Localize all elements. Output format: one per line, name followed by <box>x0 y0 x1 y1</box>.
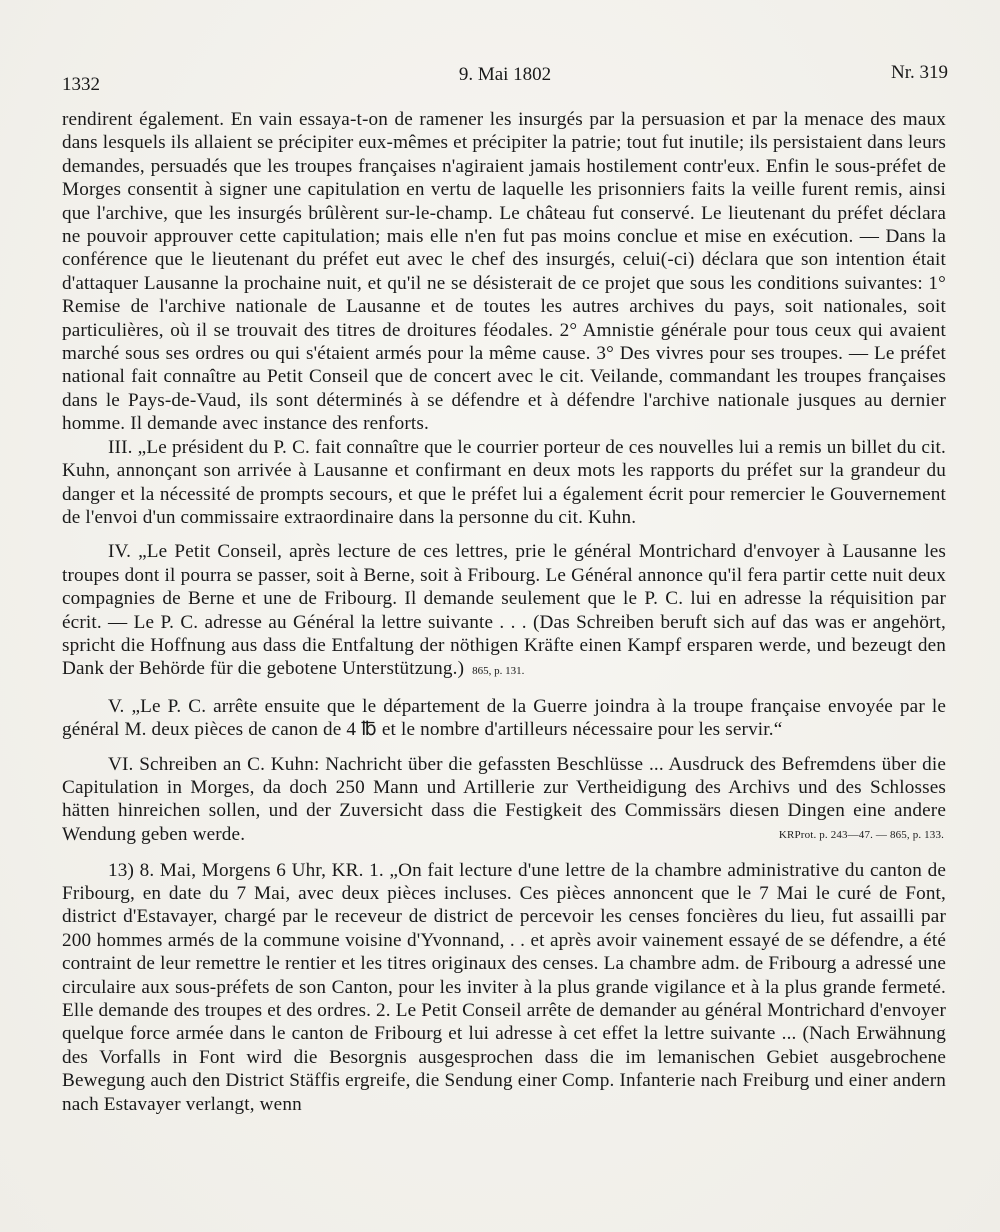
page-date: 9. Mai 1802 <box>458 64 552 85</box>
paragraph-iv-text: IV. „Le Petit Conseil, après lecture de ces lettres, prie le général Montrichard d'envoyer à Lausanne les troupes dont il pourra se passer, soit à Berne, soit à Fribourg. Le Général annonce qu'il fera partir cette nuit deux compagnies de Berne et une de Fribourg. Il demande seulement que le P. C. lui en adresse la réquisition par écrit. — Le P. C. adresse au Général la lettre suivante . . . (Das Schreiben beruft sich auf das was er angehört, spricht die Hoffnung aus dass die Entfaltung der nöthigen Kräfte einen Kampf ersparen werde, und bezeugt den Dank der Behörde für die gebotene Unterstützung.) <box>62 541 946 680</box>
paragraph-continuation: rendirent également. En vain essaya-t-on de ramener les insurgés par la persuasion et par la menace des maux dans lesquels ils allaient se précipiter eux-mêmes et précipiter la patrie; tout fut inutile; ils persistaient dans leurs demandes, persuadés que les troupes françaises n'agiraient jamais hostilement contr'eux. Enfin le sous-préfet de Morges consentit à signer une capitulation en vertu de laquelle les prisonniers faits la veille furent remis, ainsi que l'archive, que les insurgés brûlèrent sur-le-champ. Le château fut conservé. Le lieutenant du préfet déclara ne pouvoir approuver cette capitulation; mais elle n'en fut pas moins conclue et mise en exécution. — Dans la conférence que le lieutenant du préfet eut avec le chef des insurgés, celui(-ci) déclara que son intention était d'attaquer Lausanne la prochaine nuit, et qu'il ne se désisterait de ce projet que sous les conditions suivantes: 1° Remise de l'archive nationale de Lausanne et de toutes les autres archives du pays, soit nationales, soit particulières, où il se trouvait des titres de droitures féodales. 2° Amnistie générale pour tous ceux qui avaient marché sous ses ordres ou qui s'étaient armés pour la même cause. 3° Des vivres pour ses troupes. — Le préfet national fait connaître au Petit Conseil que de concert avec le cit. Veilande, commandant les troupes françaises dans le Pays-de-Vaud, ils sont déterminés à se défendre et à défendre l'archive nationale jusques au dernier homme. Il demande avec instance des renforts. <box>62 109 946 435</box>
reference-krprot: KRProt. p. 243—47. — 865, p. 133. <box>778 829 944 842</box>
paragraph-13: 13) 8. Mai, Morgens 6 Uhr, KR. 1. „On fait lecture d'une lettre de la chambre administrative du canton de Fribourg, en date du 7 Mai, avec deux pièces incluses. Ces pièces annoncent que le 7 Mai le curé de Font, district d'Estavayer, chargé par le receveur de district de percevoir les censes foncières du lieu, fut assailli par 200 hommes armés de la commune voisine d'Yvonnand, . . et après avoir vainement essayé de se défendre, a été contraint de leur remettre le rentier et les titres originaux des censes. La chambre adm. de Fribourg a adressé une circulaire aux sous-préfets de son Canton, pour les inviter à la plus grande vigilance et à la plus grande fermeté. Elle demande des troupes et des ordres. 2. Le Petit Conseil arrête de demander au général Montrichard d'envoyer quelque force armée dans le canton de Fribourg et lui adresse à cet effet la lettre suivante ... (Nach Erwähnung des Vorfalls in Font wird die Besorgnis ausgesprochen dass die im lemanischen Gebiet ausgebrochene Bewegung auch den District Stäffis ergreife, die Sendung einer Comp. Infanterie nach Freiburg und einer andern nach Estavayer verlangt, wenn <box>62 859 946 1115</box>
reference-865-131: 865, p. 131. <box>472 665 525 678</box>
paragraph-vi: VI. Schreiben an C. Kuhn: Nachricht über die gefassten Beschlüsse ... Ausdruck des Befremdens über die Capitulation in Morges, da doch 250 Mann und Artillerie zur Vertheidigung des Archivs und des Schlosses hätten hinreichen sollen, und der Zuversicht dass die Festigkeit des Commissärs diesen Dingen eine andere Wendung geben werde. <box>62 753 946 845</box>
document-number: Nr. 319 <box>891 62 948 83</box>
page-header <box>62 62 948 95</box>
page-number: 1332 <box>62 74 100 95</box>
body-text <box>62 108 946 1116</box>
paragraph-iii: III. „Le président du P. C. fait connaître que le courrier porteur de ces nouvelles lui a remis un billet du cit. Kuhn, annonçant son arrivée à Lausanne et confirmant en deux mots les rapports du préfet sur la grandeur du danger et la nécessité de prompts secours, et que le préfet lui a également écrit pour remercier le Gouvernement de l'envoi d'un commissaire extraordinaire dans la personne du cit. Kuhn. <box>62 436 946 528</box>
paragraph-iv <box>62 540 946 683</box>
paragraph-v: V. „Le P. C. arrête ensuite que le département de la Guerre joindra à la troupe française envoyée par le général M. deux pièces de canon de 4 ℔ et le nombre d'artilleurs nécessaire pour les servir.“ <box>62 695 946 741</box>
